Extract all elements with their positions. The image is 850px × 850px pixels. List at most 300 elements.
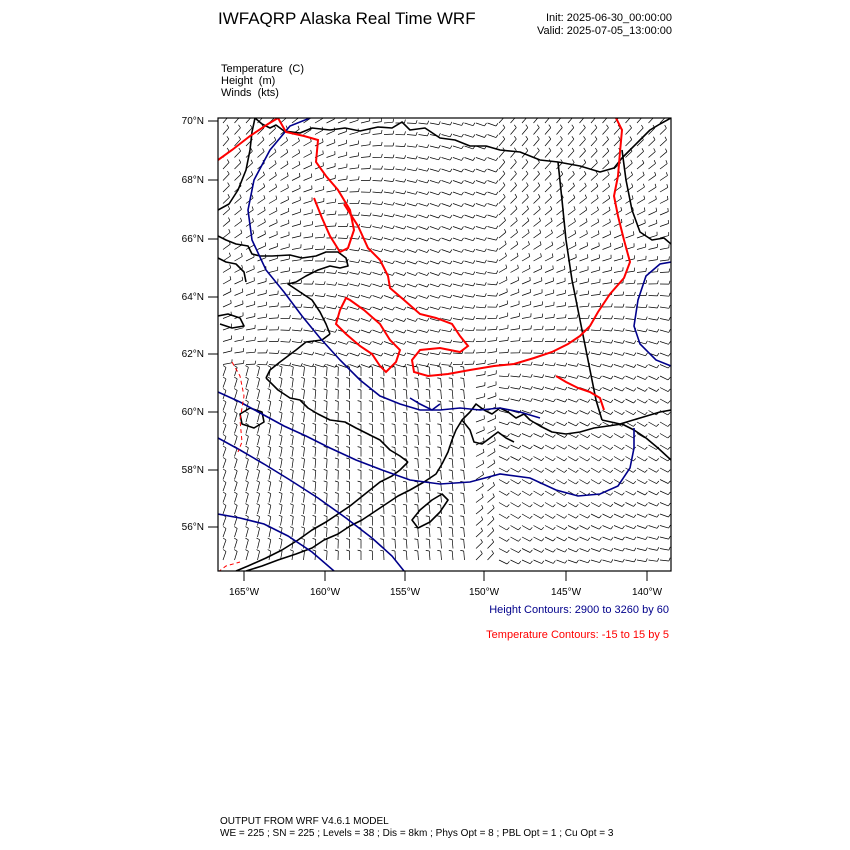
wind-barb-feather [632, 195, 633, 198]
wind-barb [395, 379, 396, 388]
wind-barb-feather [610, 435, 612, 438]
wind-barb [660, 434, 668, 439]
wind-barb-feather [227, 171, 229, 174]
wind-barb-feather [381, 319, 383, 322]
wind-barb-feather [427, 215, 429, 218]
wind-barb [441, 551, 442, 560]
wind-barb [304, 367, 305, 376]
wind-barb [407, 250, 416, 253]
wind-barb [441, 448, 442, 457]
wind-barb-feather [530, 481, 533, 484]
wind-barb [419, 123, 428, 124]
wind-barb-feather [560, 125, 562, 128]
wind-barb-feather [268, 492, 271, 494]
wind-barb [580, 365, 589, 367]
wind-barb [511, 503, 519, 508]
wind-barb-feather [609, 207, 610, 210]
wind-barb [281, 271, 290, 273]
wind-barb-feather [437, 516, 440, 517]
wind-barb [649, 480, 657, 484]
wind-barb-feather [324, 423, 327, 424]
wind-barb-feather [439, 250, 441, 253]
wind-barb [304, 153, 312, 157]
wind-barb [614, 549, 623, 552]
wind-barb-feather [515, 206, 517, 209]
wind-barb [522, 116, 528, 123]
wind-barb [292, 367, 293, 376]
wind-barb-feather [657, 401, 659, 404]
wind-barb-feather [301, 458, 304, 459]
wind-barb-feather [335, 481, 338, 482]
wind-barb-feather [359, 188, 360, 191]
wind-barb-feather [404, 167, 405, 170]
wind-barb-feather [621, 219, 622, 222]
wind-barb-feather [565, 387, 567, 390]
wind-barb-feather [223, 389, 226, 391]
wind-barb-feather [462, 361, 463, 364]
wind-barb-feather [358, 164, 359, 167]
wind-barb [476, 531, 483, 537]
wind-barb [580, 198, 587, 204]
wind-barb-feather [381, 330, 383, 333]
wind-barb-feather [437, 412, 440, 413]
wind-barb-feather [553, 458, 555, 461]
wind-barb-feather [473, 316, 474, 319]
wind-barb-feather [473, 260, 475, 263]
wind-barb [223, 315, 231, 318]
wind-barb-feather [654, 160, 655, 163]
wind-barb-feather [336, 211, 337, 214]
wind-barb-feather [450, 122, 452, 125]
wind-barb [580, 445, 588, 449]
wind-barb [373, 330, 382, 333]
wind-barb-feather [335, 412, 338, 413]
wind-barb [406, 482, 407, 491]
wind-barb-feather [416, 273, 418, 276]
wind-barb [419, 227, 428, 230]
wind-barb [452, 471, 453, 480]
wind-barb [465, 250, 474, 253]
wind-barb-feather [657, 317, 658, 320]
wind-barb-feather [279, 435, 282, 436]
wind-barb [407, 169, 416, 171]
wind-barb [327, 425, 328, 434]
wind-barb-feather [553, 447, 555, 450]
wind-barb-feather [223, 504, 226, 506]
map-title: IWFAQRP Alaska Real Time WRF [218, 9, 476, 28]
wind-barb [660, 388, 668, 392]
wind-barb [419, 330, 428, 333]
wind-barb [292, 379, 293, 388]
wind-barb-feather [290, 423, 293, 424]
wind-barb [534, 197, 541, 203]
wind-barb-feather [507, 289, 508, 293]
wind-barb-feather [347, 283, 349, 286]
wind-barb-feather [234, 458, 237, 460]
wind-barb-feather [449, 481, 452, 482]
wind-barb [580, 174, 587, 180]
wind-barb [350, 156, 359, 158]
wind-barb-feather [507, 493, 510, 496]
wind-barb [580, 422, 588, 426]
wind-barb-feather [473, 226, 475, 229]
wind-barb [338, 155, 347, 157]
wind-barb [488, 238, 497, 240]
wind-barb [269, 164, 276, 169]
wind-barb-feather [542, 399, 544, 402]
wind-barb [557, 233, 565, 238]
wind-barb-feather [645, 220, 646, 224]
wind-barb [442, 353, 451, 354]
wind-barb-feather [264, 195, 265, 198]
wind-barb [626, 434, 634, 439]
wind-barb [246, 257, 254, 261]
wind-barb [488, 261, 497, 263]
wind-barb-feather [416, 319, 418, 322]
wind-barb [534, 503, 542, 508]
wind-barb-feather [572, 136, 574, 139]
wind-barb [246, 352, 255, 353]
wind-barb [315, 402, 316, 411]
wind-barb [511, 162, 517, 169]
wind-barb [568, 376, 577, 378]
wind-barb [453, 146, 462, 149]
wind-barb-feather [277, 219, 278, 222]
wind-barb-feather [588, 527, 590, 530]
wind-barb-feather [531, 386, 533, 389]
wind-barb [580, 186, 587, 192]
wind-barb-feather [301, 492, 304, 493]
wind-barb [522, 422, 530, 425]
wind-barb [637, 365, 645, 368]
wind-barb [580, 306, 589, 307]
wind-barb-feather [404, 214, 406, 217]
wind-barb [419, 353, 428, 355]
wind-barb-feather [462, 317, 463, 320]
wind-barb [580, 468, 588, 473]
wind-barb-feather [416, 226, 418, 229]
wind-barb-feather [426, 401, 430, 402]
wind-barb-feather [404, 296, 406, 299]
wind-barb-feather [381, 202, 382, 205]
wind-barb-feather [347, 306, 349, 309]
wind-barb [488, 441, 496, 445]
wind-barb-feather [370, 284, 372, 287]
wind-barb [591, 234, 599, 238]
wind-barb-feather [268, 446, 271, 448]
wind-barb-feather [641, 113, 643, 116]
wind-barb [453, 158, 462, 161]
wind-barb-feather [657, 514, 659, 517]
wind-barb [626, 526, 634, 529]
wind-barb-feather [346, 470, 349, 471]
wind-barb [649, 307, 658, 308]
wind-barb-feather [496, 203, 498, 206]
wind-barb [258, 140, 265, 146]
wind-barb [568, 353, 577, 354]
wind-barb-feather [669, 525, 671, 528]
wind-barb-feather [543, 350, 544, 353]
wind-barb [476, 452, 484, 456]
wind-barb-feather [358, 424, 361, 425]
wind-barb-feather [347, 223, 348, 226]
wind-barb-feather [503, 182, 505, 185]
wind-barb-feather [507, 505, 510, 508]
wind-barb-feather [596, 160, 598, 163]
wind-barb-feather [392, 527, 395, 528]
wind-barb-feather [381, 307, 383, 310]
wind-barb-feather [403, 435, 406, 436]
wind-barb-feather [577, 315, 578, 318]
wind-barb-feather [598, 231, 599, 234]
wind-barb [499, 549, 507, 553]
wind-barb [626, 140, 632, 146]
wind-barb-feather [530, 493, 533, 496]
wind-barb-feather [564, 470, 567, 473]
wind-barb-feather [450, 340, 451, 343]
wind-barb-feather [462, 122, 464, 125]
wind-barb [246, 305, 255, 307]
wind-barb [476, 123, 485, 126]
wind-barb-feather [427, 363, 429, 366]
wind-barb-feather [526, 113, 528, 116]
wind-barb-feather [541, 516, 544, 519]
wind-barb-feather [587, 230, 588, 233]
wind-barb-feather [279, 469, 282, 470]
wind-barb [223, 414, 226, 423]
bristol-bay-coast [266, 378, 408, 462]
wind-barb-feather [600, 549, 602, 552]
wind-barb [235, 233, 242, 238]
wind-barb [522, 281, 530, 285]
wind-barb-feather [666, 160, 667, 163]
wind-barb [545, 445, 553, 449]
wind-barb-feather [611, 548, 613, 551]
wind-barb [452, 517, 453, 526]
wind-barb [568, 245, 576, 249]
wind-barb-feather [669, 547, 670, 550]
wind-barb [557, 560, 565, 563]
wind-barb-feather [252, 207, 253, 210]
wind-barb-feather [404, 226, 406, 229]
wind-barb [304, 165, 312, 169]
wind-barb-feather [619, 172, 621, 175]
wind-barb-feather [507, 528, 510, 531]
wind-barb-feather [483, 460, 484, 463]
wind-barb-feather [416, 168, 418, 171]
wind-barb-feather [439, 238, 441, 241]
wind-barb [235, 221, 242, 226]
wind-barb-feather [481, 517, 483, 520]
wind-barb-feather [600, 291, 601, 295]
wind-barb-feather [370, 319, 372, 322]
wind-barb [522, 445, 530, 449]
wind-barb-feather [223, 458, 226, 460]
wind-barb-feather [565, 363, 566, 366]
wind-barb [406, 517, 407, 526]
wind-barb-feather [630, 125, 632, 128]
wind-barb [269, 425, 271, 434]
wind-barb-feather [369, 470, 372, 471]
wind-barb-feather [439, 352, 441, 355]
wind-barb [452, 425, 453, 434]
wind-barb-feather [313, 481, 316, 482]
wind-barb-feather [515, 171, 517, 174]
wind-barb [660, 457, 668, 461]
wind-barb [476, 542, 483, 548]
wind-barb-feather [612, 316, 613, 319]
wind-barb-feather [460, 447, 463, 448]
wind-barb-feather [588, 560, 590, 563]
wind-barb-feather [324, 281, 325, 284]
wind-barb [464, 517, 465, 526]
wind-barb-feather [324, 389, 327, 390]
wind-barb [452, 459, 453, 468]
wind-barb-feather [290, 327, 291, 330]
wind-barb-feather [449, 401, 452, 402]
wind-barb [395, 367, 396, 376]
wind-barb [465, 227, 474, 230]
wind-barb [637, 514, 645, 517]
wind-barb [338, 143, 347, 146]
wind-barb [430, 238, 439, 241]
wind-barb [499, 503, 507, 508]
wind-barb-feather [239, 125, 241, 128]
wind-barb-feather [439, 273, 441, 276]
wind-barb [511, 316, 520, 318]
wind-barb-feather [322, 139, 323, 143]
wind-barb [419, 250, 428, 253]
wind-barb-feather [633, 459, 636, 462]
wind-barb [626, 445, 634, 450]
wind-barb-feather [664, 114, 666, 117]
wind-barb [429, 505, 430, 514]
wind-barb-feather [324, 400, 327, 401]
wind-barb-feather [493, 505, 495, 508]
wind-barb-feather [335, 282, 336, 285]
wind-barb-feather [623, 548, 625, 551]
wind-barb [603, 283, 612, 284]
wind-barb [418, 494, 419, 503]
wind-barb [499, 292, 507, 296]
wind-barb [534, 434, 542, 438]
wind-barb-feather [542, 550, 544, 553]
wind-barb-feather [382, 154, 383, 157]
wind-barb-feather [587, 504, 589, 507]
wind-barb [441, 436, 442, 445]
wind-barb [246, 116, 252, 123]
wind-barb-feather [369, 527, 372, 528]
wind-barb-feather [279, 504, 282, 505]
wind-barb-feather [485, 349, 486, 352]
wind-barb-feather [427, 203, 429, 206]
wind-barb-feather [645, 470, 647, 473]
wind-barb [223, 448, 226, 457]
wind-barb-feather [313, 293, 314, 296]
wind-barb [223, 128, 229, 135]
wind-barb [442, 307, 451, 309]
wind-barb-feather [526, 159, 528, 162]
wind-barb-feather [462, 169, 464, 172]
wind-barb-feather [599, 504, 601, 507]
wind-barb-feather [482, 494, 483, 497]
wind-barb [235, 505, 238, 514]
wind-barb-feather [268, 435, 271, 437]
wind-barb [591, 549, 600, 552]
wind-barb [235, 390, 238, 399]
wind-barb-feather [290, 527, 293, 528]
wind-barb-feather [346, 412, 349, 413]
wind-barb [488, 385, 497, 388]
wind-barb-feather [610, 447, 613, 450]
wind-barb-feather [611, 412, 613, 415]
wind-barb-feather [290, 366, 293, 367]
wind-barb [534, 257, 542, 261]
wind-barb [373, 215, 382, 217]
wind-barb [442, 135, 451, 137]
wind-barb [452, 379, 453, 388]
wind-barb [396, 215, 405, 217]
wind-barb-feather [370, 295, 372, 298]
wind-barb [603, 270, 612, 272]
wind-barb [327, 528, 328, 537]
wind-barb [637, 353, 646, 356]
wind-barb [441, 471, 442, 480]
wind-barb-feather [251, 160, 253, 163]
wind-barb [603, 468, 611, 473]
wind-barb-feather [599, 424, 601, 427]
wind-barb-feather [622, 412, 624, 415]
wind-barb [373, 250, 382, 252]
wind-barb-feather [519, 561, 521, 564]
wind-barb-feather [460, 424, 463, 425]
wind-barb-feather [462, 261, 464, 264]
wind-barb [660, 526, 669, 529]
wind-barb-feather [335, 341, 337, 344]
wind-barb-feather [301, 377, 304, 378]
legend-winds-label: Winds [221, 87, 252, 99]
wind-barb [395, 390, 396, 399]
wind-barb-feather [335, 306, 337, 309]
wind-barb-feather [262, 137, 264, 140]
wind-barb-feather [589, 303, 590, 306]
wind-barb-feather [358, 470, 361, 471]
wind-barb [603, 330, 612, 331]
wind-barb-feather [369, 481, 372, 482]
wind-barb-feather [485, 305, 486, 308]
wind-barb-feather [657, 377, 659, 380]
wind-barb [511, 292, 519, 295]
wind-barb-feather [301, 412, 304, 413]
wind-barb [568, 139, 574, 146]
wind-barb [522, 305, 531, 307]
wind-barb-feather [668, 401, 670, 404]
wind-barb [407, 342, 416, 345]
wind-barb-feather [515, 113, 517, 116]
wind-barb-feather [404, 203, 406, 206]
wind-barb-feather [227, 113, 229, 116]
wind-barb-feather [279, 481, 282, 482]
wind-barb [649, 116, 655, 123]
wind-barb [488, 329, 497, 330]
yukon-delta-coast [266, 334, 330, 378]
wind-barb-feather [635, 280, 636, 283]
wind-barb-feather [268, 469, 271, 471]
wind-barb [660, 480, 668, 484]
wind-barb-feather [492, 528, 494, 531]
wind-barb [557, 457, 565, 461]
wind-barb-feather [508, 337, 509, 341]
